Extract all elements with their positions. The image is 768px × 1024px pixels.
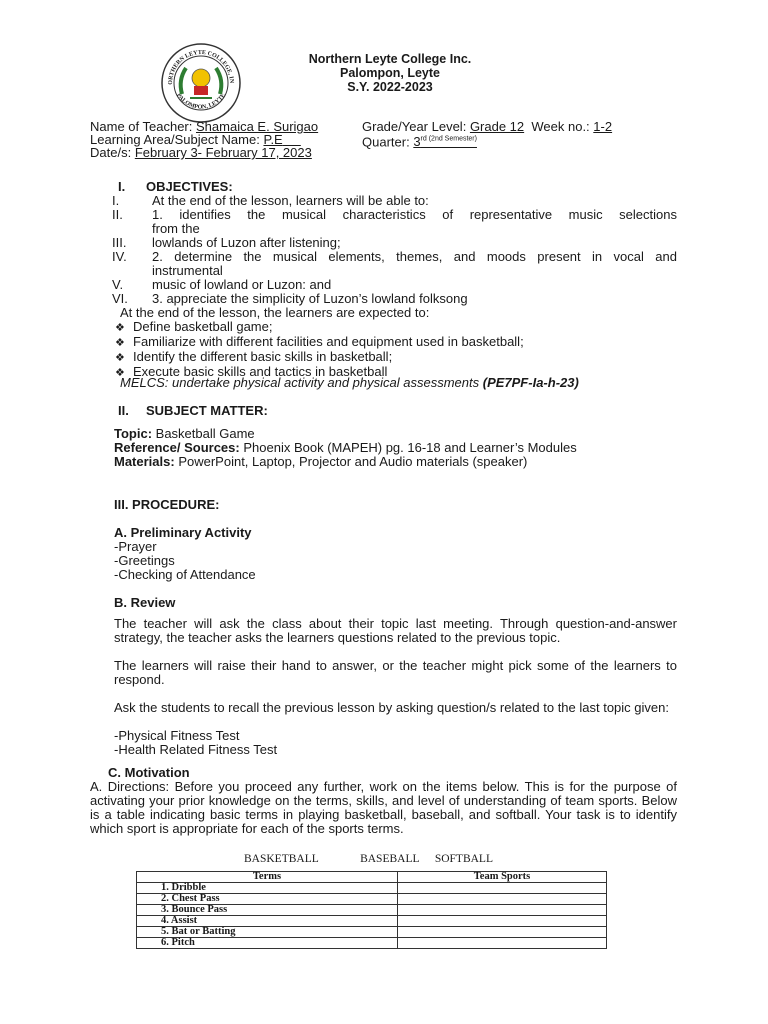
objective-row: II. 1. identifies the musical characteristics of representative music selections xyxy=(112,207,677,222)
grade-label: Grade/Year Level: xyxy=(362,119,467,134)
answer-cell[interactable] xyxy=(398,916,607,927)
teacher-label: Name of Teacher: xyxy=(90,119,193,134)
objective-row: IV. 2. determine the musical elements, themes, and moods present in vocal and xyxy=(112,249,677,264)
list-item: -Prayer xyxy=(114,539,157,554)
table-row: 2. Chest Pass xyxy=(137,894,607,905)
topic-line: Topic: Basketball Game xyxy=(114,426,255,441)
objectives-heading: I. OBJECTIVES: xyxy=(118,179,233,194)
objective-row: I. At the end of the lesson, learners will be able to: xyxy=(112,193,429,208)
sports-options xyxy=(244,853,493,865)
review-list xyxy=(114,729,277,757)
diamond-bullet-icon: ❖ xyxy=(115,322,125,334)
objective-row: VI. 3. appreciate the simplicity of Luzon’s lowland folksong xyxy=(112,291,468,306)
grade-value: Grade 12 xyxy=(469,119,525,134)
melcs-line: MELCS: undertake physical activity and physical assessments (PE7PF-Ia-h-23) xyxy=(120,375,579,390)
list-item: -Physical Fitness Test xyxy=(114,728,240,743)
terms-table xyxy=(136,871,607,949)
objective-row: V. music of lowland or Luzon: and xyxy=(112,277,332,292)
sport-baseball: BASEBALL xyxy=(360,853,420,865)
dates-value: February 3- February 17, 2023 xyxy=(134,145,312,160)
answer-cell[interactable] xyxy=(398,894,607,905)
objective-row: instrumental xyxy=(152,263,223,278)
table-row: 1. Dribble xyxy=(137,883,607,894)
school-location: Palompon, Leyte xyxy=(339,66,441,80)
quarter-row xyxy=(362,133,477,149)
list-item: -Checking of Attendance xyxy=(114,567,256,582)
answer-cell[interactable] xyxy=(398,938,607,949)
grade-row xyxy=(362,120,612,134)
answer-cell[interactable] xyxy=(398,883,607,894)
objective-bullets xyxy=(115,320,524,380)
sport-basketball: BASKETBALL xyxy=(244,853,319,865)
list-item: -Health Related Fitness Test xyxy=(114,742,278,757)
list-item: ❖ Familiarize with different facilities and equipment used in basketball; xyxy=(115,334,524,349)
quarter-value: 3 xyxy=(413,134,421,150)
dates-row xyxy=(90,146,312,160)
list-item: ❖ Identify the different basic skills in basketball; xyxy=(115,349,393,364)
review-heading: B. Review xyxy=(114,595,176,610)
area-label: Learning Area/Subject Name: xyxy=(90,132,260,147)
dates-label: Date/s: xyxy=(90,145,132,160)
materials-line: Materials: PowerPoint, Laptop, Projector and Audio materials (speaker) xyxy=(114,454,528,469)
diamond-bullet-icon: ❖ xyxy=(115,337,125,349)
expected-line: At the end of the lesson, the learners are expected to: xyxy=(120,305,430,320)
table-row: 4. Assist xyxy=(137,916,607,927)
quarter-label: Quarter: xyxy=(362,134,410,150)
week-value: 1-2 xyxy=(593,119,613,134)
college-seal-icon xyxy=(160,42,242,124)
list-item: -Greetings xyxy=(114,553,175,568)
motivation-paragraph: A. Directions: Before you proceed any further, work on the items below. This is for the purpose of activating your prior knowledge on the terms, skills, and level of understanding of team sports. Below is a table indicating basic terms in playing basketball, baseball, and softball. Your task is to identify which sport is appropriate for each of the sports terms. xyxy=(90,779,677,836)
area-value: P.E xyxy=(263,132,283,147)
answer-cell[interactable] xyxy=(398,905,607,916)
school-year: S.Y. 2022-2023 xyxy=(347,80,433,94)
sport-softball: SOFTBALL xyxy=(434,853,493,865)
table-header-row xyxy=(137,872,607,883)
preliminary-list xyxy=(114,540,256,582)
quarter-sup: rd (2nd Semester) xyxy=(420,136,477,143)
subject-matter-heading: II. SUBJECT MATTER: xyxy=(118,403,268,418)
procedure-heading: III. PROCEDURE: xyxy=(114,497,220,512)
seal-ring-top: ORTHERN LEYTE COLLEGE, IN xyxy=(167,49,235,85)
header-team-sports: Team Sports xyxy=(398,872,607,883)
preliminary-heading: A. Preliminary Activity xyxy=(114,525,252,540)
table-row: 5. Bat or Batting xyxy=(137,927,607,938)
diamond-bullet-icon: ❖ xyxy=(115,352,125,364)
diamond-bullet-icon: ❖ xyxy=(115,367,125,379)
reference-line: Reference/ Sources: Phoenix Book (MAPEH) pg. 16-18 and Learner’s Modules xyxy=(114,440,577,455)
header-terms: Terms xyxy=(137,872,398,883)
table-row: 3. Bounce Pass xyxy=(137,905,607,916)
table-row: 6. Pitch xyxy=(137,938,607,949)
teacher-value: Shamaica E. Surigao xyxy=(196,119,319,134)
list-item: ❖ Execute basic skills and tactics in basketball xyxy=(115,364,388,379)
week-label: Week no.: xyxy=(531,119,590,134)
review-paragraph-3: Ask the students to recall the previous lesson by asking question/s related to the last topic given: xyxy=(114,700,669,715)
review-paragraph-2: The learners will raise their hand to answer, or the teacher might pick some of the learners to respond. xyxy=(114,658,677,687)
list-item: ❖ Define basketball game; xyxy=(115,319,273,334)
subject-matter-body xyxy=(114,427,577,469)
answer-cell[interactable] xyxy=(398,927,607,938)
objectives-list xyxy=(112,194,677,306)
motivation-heading: C. Motivation xyxy=(108,765,190,780)
seal-ring-bottom: PALOMPON, LEYTE xyxy=(175,92,227,111)
objective-row: from the xyxy=(152,221,200,236)
objective-row: III. lowlands of Luzon after listening; xyxy=(112,235,341,250)
school-name: Northern Leyte College Inc. xyxy=(308,52,472,66)
review-paragraph-1: The teacher will ask the class about their topic last meeting. Through question-and-answer strategy, the teacher asks the learners questions related to the previous topic. xyxy=(114,616,677,645)
